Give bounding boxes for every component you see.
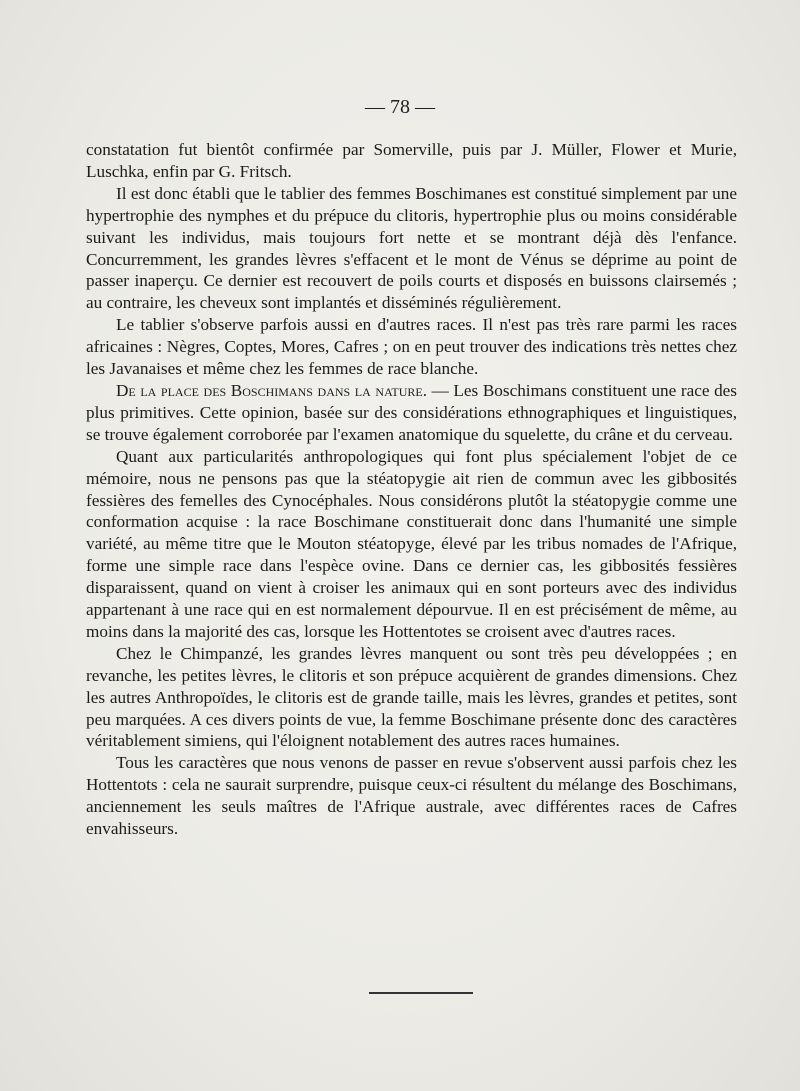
paragraph: Chez le Chimpanzé, les grandes lèvres manquent ou sont très peu développées ; en revanche, les petites lèvres, le clitoris et son prépuce acquièrent de grandes dimensions. Chez les autres Anthropoïdes, le clitoris est de grande taille, mais les lèvres, grandes et petites, sont peu marquées. A ces divers points de vue, la femme Boschimane présente donc des caractères véritablement simiens, qui l'éloignent notablement des autres races humaines. (86, 643, 737, 751)
section-heading: De la place des Boschimans dans la nature. (116, 380, 428, 400)
paragraph-with-heading (86, 380, 737, 446)
paragraph: Tous les caractères que nous venons de passer en revue s'observent aussi parfois chez les Hottentots : cela ne saurait surprendre, puisque ceux-ci résultent du mélange des Boschimans, anciennement les seuls maîtres de l'Afrique australe, avec différentes races de Cafres envahisseurs. (86, 753, 737, 839)
paragraph: Quant aux particularités anthropologiques qui font plus spécialement l'objet de ce mémoire, nous ne pensons pas que la stéatopygie ait rien de commun avec les gibbosités fessières des femelles des Cynocéphales. Nous considérons plutôt la stéatopygie comme une conformation acquise : la race Boschimane constituerait donc dans l'humanité une simple variété, au même titre que le Mouton stéatopyge, élevé par les tribus nomades de l'Afrique, forme une simple race dans l'espèce ovine. Dans ce dernier cas, les gibbosités fessières disparaissent, quand on vient à croiser les animaux qui en sont porteurs avec des individus appartenant à une race qui en est normalement dépourvue. Il en est précisément de même, au moins dans la majorité des cas, lorsque les Hottentotes se croisent avec d'autres races. (86, 446, 737, 641)
end-rule (369, 992, 473, 994)
paragraph: Le tablier s'observe parfois aussi en d'autres races. Il n'est pas très rare parmi les races africaines : Nègres, Coptes, Mores, Cafres ; on en peut trouver des indications très nettes chez les Javanaises et même chez les femmes de race blanche. (86, 315, 737, 379)
body-text (86, 139, 737, 840)
page-number: — 78 — (365, 96, 435, 118)
paragraph: Il est donc établi que le tablier des femmes Boschimanes est constitué simplement par une hypertrophie des nymphes et du prépuce du clitoris, hypertrophie plus ou moins considérable suivant les individus, mais toujours fort nette et se montrant déjà dès l'enfance. Concurremment, les grandes lèvres s'effacent et le mont de Vénus se déprime au point de passer inaperçu. Ce dernier est recouvert de poils courts et disposés en buissons clairsemés ; au contraire, les cheveux sont implantés et disséminés régulièrement. (86, 183, 737, 313)
paragraph: constatation fut bientôt confirmée par Somerville, puis par J. Müller, Flower et Murie, Luschka, enfin par G. Fritsch. (86, 140, 737, 181)
paragraph-text: — Les Boschimans constituent une race des plus primitives. Cette opinion, basée sur des considérations ethnographiques et linguistiques, se trouve également corroborée par l'examen anatomique du squelette, du crâne et du cerveau. (86, 380, 737, 444)
